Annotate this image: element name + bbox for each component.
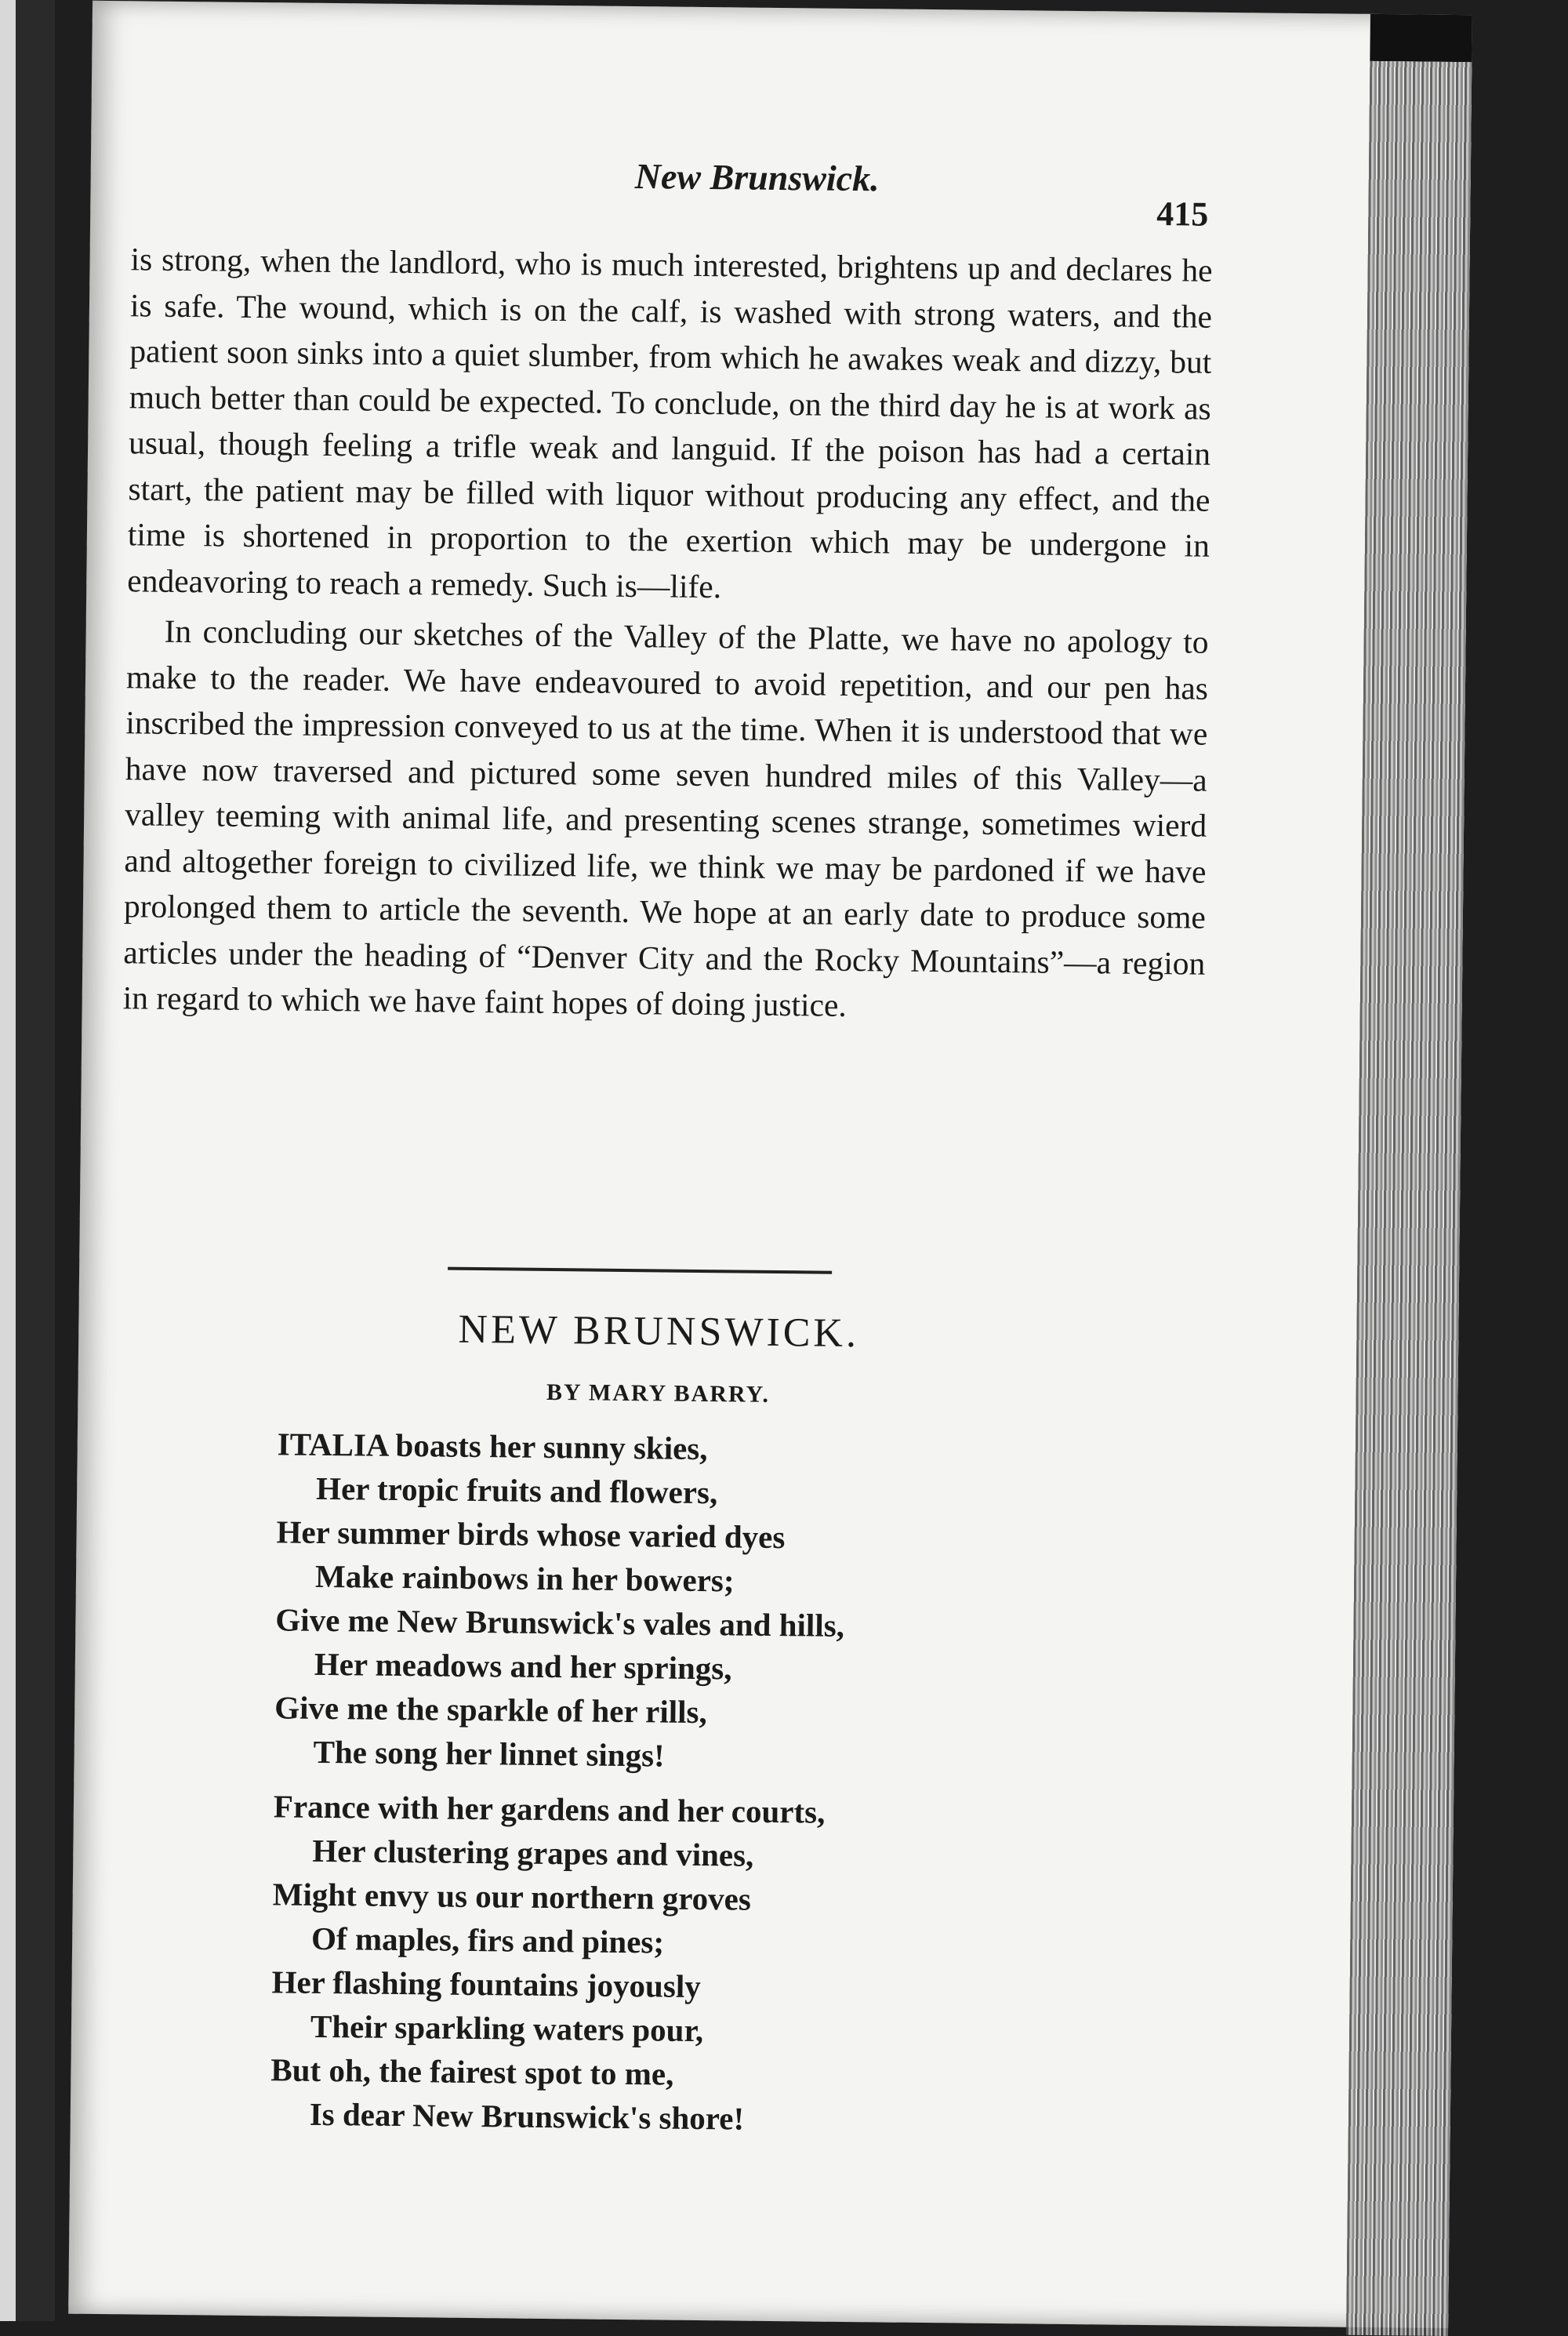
poem-line: Her clustering grapes and vines, — [312, 1832, 754, 1873]
poem-line: Give me New Brunswick's vales and hills, — [275, 1601, 845, 1644]
poem-line: Her tropic fruits and flowers, — [315, 1470, 718, 1511]
poem-line: Her meadows and her springs, — [314, 1645, 732, 1687]
poem-author: BY MARY BARRY. — [546, 1379, 771, 1408]
poem-line: ITALIA boasts her sunny skies, — [277, 1426, 708, 1467]
paragraph: is strong, when the landlord, who is much interested, brightens up and declares he is safe. The wound, which is on the calf, is washed with strong waters, and the patient soon sinks into a quiet slumber, from which he awakes weak and dizzy, but much better than could be expected. To conclude, on the third day he is at work as usual, though feeling a trifle weak and languid. If the poison has had a certain start, the patient may be filled with liquor without producing any effect, and the time is shortened in proportion to the exertion which may be undergone in endeavoring to reach a remedy. Such is—life. — [127, 241, 1213, 605]
poem-line: Their sparkling waters pour, — [310, 2007, 704, 2049]
paragraph: In concluding our sketches of the Valley of the Platte, we have no apology to make to the reader. We have endeavoured to avoid repetition, and our pen has inscribed the impression conveyed to us at the time. When it is understood that we have now traversed and pictured some seven hundred miles of this Valley—a valley teeming with animal life, and presenting scenes strange, sometimes wierd and altogether foreign to civilized life, we think we may be pardoned if we have prolonged them to article the seventh. We hope at an early date to produce some articles under the heading of “Denver City and the Rocky Mountains”—a region in regard to which we have faint hopes of doing justice. — [122, 612, 1209, 1023]
poem-line: The song her linnet sings! — [313, 1733, 665, 1774]
section-divider — [448, 1267, 832, 1274]
poem-line: Make rainbows in her bowers; — [314, 1557, 735, 1599]
prose-body — [122, 236, 1212, 1032]
poem-line: Of maples, firs and pines; — [310, 1920, 665, 1960]
page-edges-shadow — [1370, 14, 1472, 62]
poem-line: Give me the sparkle of her rills, — [274, 1689, 708, 1731]
poem-line: France with her gardens and her courts, — [273, 1788, 826, 1830]
poem-title: NEW BRUNSWICK. — [458, 1306, 860, 1357]
poem-line: Her summer birds whose varied dyes — [276, 1513, 786, 1556]
poem-line: Is dear New Brunswick's shore! — [309, 2095, 745, 2137]
poem-body — [270, 1422, 1062, 2154]
poem-line: But oh, the fairest spot to me, — [270, 2051, 674, 2092]
stanza — [270, 1784, 1058, 2143]
page-number: 415 — [1156, 194, 1209, 234]
stanza — [274, 1422, 1062, 1781]
page-edges — [1346, 61, 1472, 2336]
book-page — [68, 1, 1472, 2328]
binding-gutter — [0, 0, 55, 2321]
poem-line: Might envy us our northern groves — [272, 1876, 752, 1917]
poem-line: Her flashing fountains joyously — [271, 1964, 701, 2005]
running-head: New Brunswick. — [634, 156, 880, 199]
